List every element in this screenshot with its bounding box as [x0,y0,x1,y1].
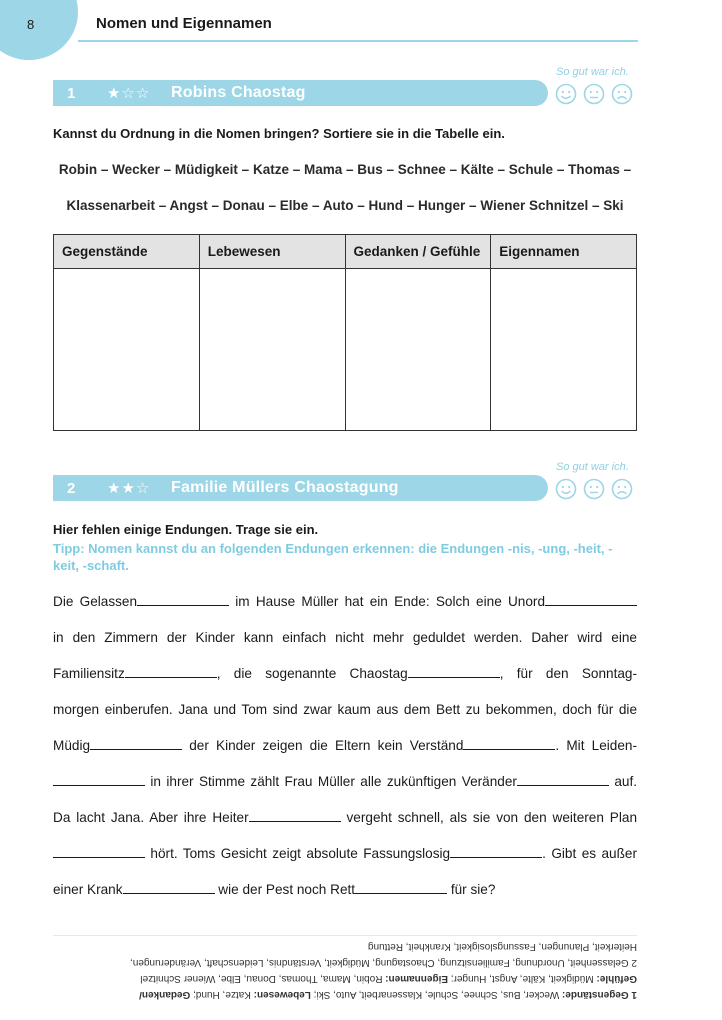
self-rating-smileys [555,478,633,500]
text-segment: auf. [608,774,638,789]
gap-blank[interactable] [450,845,542,858]
text-segment: einer Krank [53,882,123,897]
text-segment: der Kinder zeigen die Eltern kein Verständ [182,738,464,753]
gap-blank[interactable] [53,773,145,786]
gap-blank[interactable] [545,593,637,606]
text-segment: Familiensitz [53,666,125,681]
text-segment: wie der Pest noch Rett [214,882,356,897]
solution-label: Gedanken/ [139,989,191,1000]
gap-blank[interactable] [137,593,229,606]
solution-label: Lebewesen: [253,989,311,1000]
cloze-text [53,584,637,908]
text-segment: , die sogenannte Chaostag [216,666,408,681]
sad-smiley-icon[interactable] [611,478,633,500]
solution-key-upside-down [53,942,637,1002]
text-segment: . Gibt es außer [542,846,637,861]
exercise-1-header [53,80,548,106]
exercise-number: 1 [67,84,76,102]
neutral-smiley-icon[interactable] [583,478,605,500]
gap-blank[interactable] [125,665,217,678]
column-header-lebewesen: Lebewesen [199,235,345,269]
self-rating-label: So gut war ich. [556,66,629,78]
chapter-title: Nomen und Eigennamen [96,15,272,32]
exercise-2-instruction: Hier fehlen einige Endungen. Trage sie ein. [53,522,319,537]
text-segment: hört. Toms Gesicht zeigt absolute Fassungslosig [145,846,451,861]
solution-text: Katze, Hund; [190,989,254,1000]
gap-blank[interactable] [90,737,182,750]
answer-cell-gedanken[interactable] [345,269,491,431]
page-number-badge [0,0,78,60]
solution-text: Heiterkeit, Planungen, Fassungslosigkeit, Krankheit, Rettung [367,941,637,952]
answer-cell-lebewesen[interactable] [199,269,345,431]
text-segment: in den Zimmern der Kinder kann einfach nicht mehr geduldet werden. Daher wird eine [53,630,637,645]
page-number: 8 [27,17,35,32]
self-rating-label: So gut war ich. [556,461,629,473]
gap-blank[interactable] [517,773,609,786]
header-divider [78,40,638,42]
solution-label: 1 Gegenstände: [561,989,637,1000]
exercise-title: Robins Chaostag [171,84,306,101]
gap-blank[interactable] [355,881,447,894]
text-segment: vergeht schnell, als sie von den weiteren Plan [340,810,638,825]
happy-smiley-icon[interactable] [555,478,577,500]
text-segment: für sie? [447,882,496,897]
difficulty-stars: ★★☆ [107,480,151,497]
text-segment: morgen einberufen. Jana und Tom sind zwar kaum aus dem Bett zu bekommen, doch für die [53,702,637,717]
word-list-line-2: Klassenarbeit – Angst – Donau – Elbe – Auto – Hund – Hunger – Wiener Schnitzel – Ski [66,198,624,213]
gap-blank[interactable] [249,809,341,822]
text-segment: in ihrer Stimme zählt Frau Müller alle zukünftigen Veränder [145,774,517,789]
sorting-table [53,234,637,431]
text-segment: , für den Sonntag- [499,666,637,681]
happy-smiley-icon[interactable] [555,83,577,105]
difficulty-stars: ★☆☆ [107,85,151,102]
solution-text: Müdigkeit, Kälte, Angst, Hunger; [448,973,597,984]
gap-blank[interactable] [408,665,500,678]
solution-text: Robin, Mama, Thomas, Donau, Elbe, Wiener Schnitzel [140,973,386,984]
text-segment: Da lacht Jana. Aber ihre Heiter [53,810,249,825]
sad-smiley-icon[interactable] [611,83,633,105]
column-header-eigennamen: Eigennamen [491,235,637,269]
gap-blank[interactable] [463,737,555,750]
self-rating-smileys [555,83,633,105]
word-list-line-1: Robin – Wecker – Müdigkeit – Katze – Mama – Bus – Schnee – Kälte – Schule – Thomas – [58,162,632,177]
gap-blank[interactable] [53,845,145,858]
solution-label: Eigennamen: [385,973,449,984]
neutral-smiley-icon[interactable] [583,83,605,105]
column-header-gegenstaende: Gegenstände [54,235,200,269]
text-segment: Müdig [53,738,91,753]
gap-blank[interactable] [123,881,215,894]
answer-cell-gegenstaende[interactable] [54,269,200,431]
solution-text: 2 Gelassenheit, Unordnung, Familiensitzung, Chaostagung, Müdigkeit, Verständnis, Leidenschaft, Veränderungen, [130,957,637,968]
footer-divider [53,935,637,936]
text-segment: im Hause Müller hat ein Ende: Solch eine Unord [229,594,546,609]
exercise-2-header [53,475,548,501]
exercise-2-tip: Tipp: Nomen kannst du an folgenden Endungen erkennen: die Endungen -nis, -ung, -heit, -keit, -schaft. [53,541,613,573]
text-segment: . Mit Leiden- [555,738,637,753]
column-header-gedanken: Gedanken / Gefühle [345,235,491,269]
text-segment: Die Gelassen [53,594,138,609]
exercise-1-instruction: Kannst du Ordnung in die Nomen bringen? Sortiere sie in die Tabelle ein. [53,126,505,141]
solution-text: Wecker, Bus, Schnee, Schule, Klassenarbeit, Auto, Ski; [310,989,562,1000]
exercise-number: 2 [67,479,76,497]
answer-cell-eigennamen[interactable] [491,269,637,431]
solution-label: Gefühle: [596,973,637,984]
exercise-title: Familie Müllers Chaostagung [171,479,399,496]
